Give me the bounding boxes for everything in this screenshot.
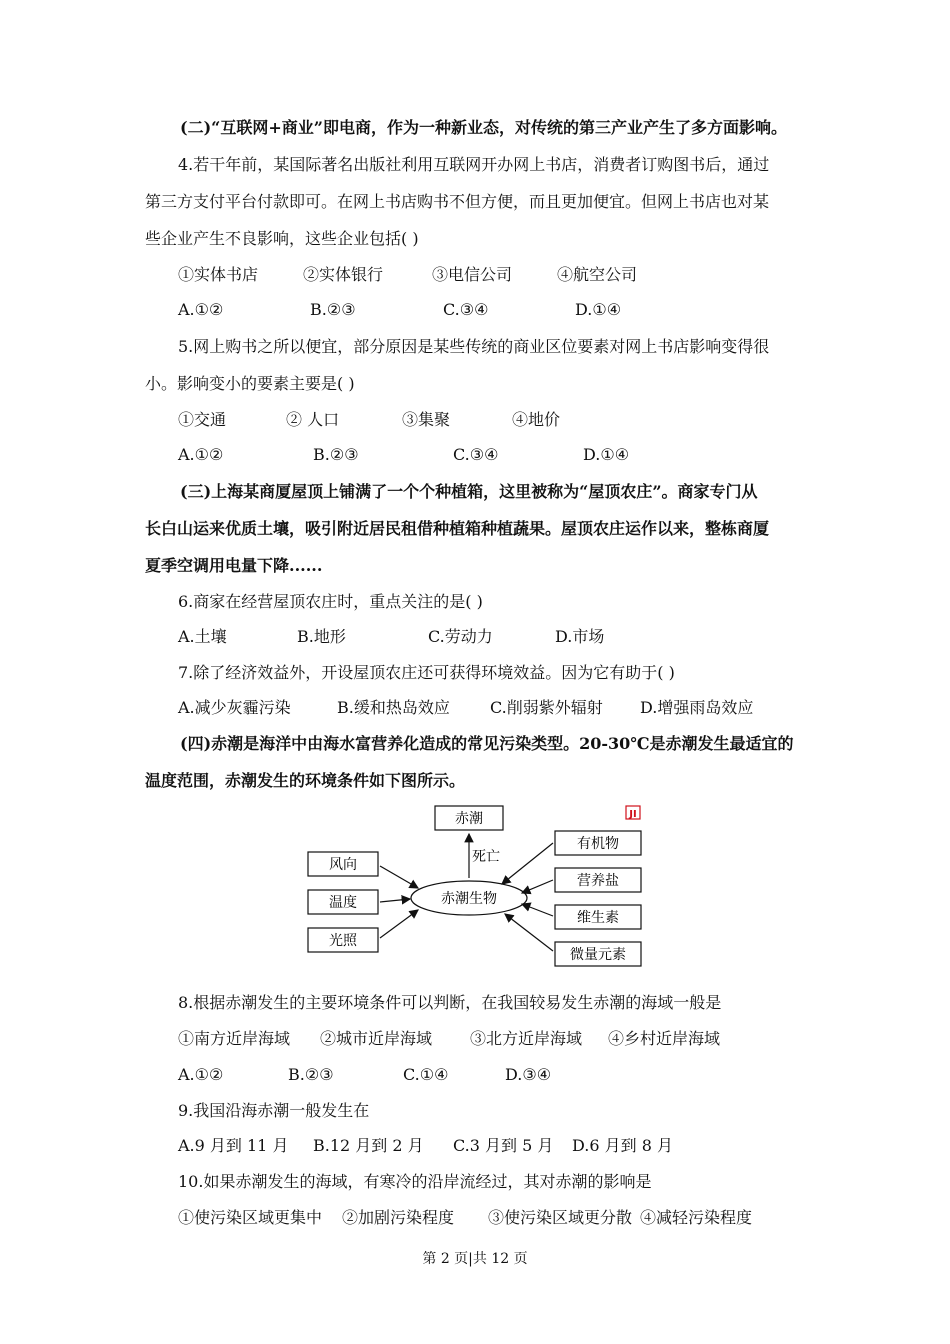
q4-option-d: D.①④ (575, 300, 622, 319)
arrow (380, 910, 418, 938)
diagram-label-nutrients: 营养盐 (577, 873, 619, 889)
q5-item: ② 人口 (286, 410, 340, 429)
diagram-label-temperature: 温度 (329, 895, 357, 911)
q8-stem: 8.根据赤潮发生的主要环境条件可以判断，在我国较易发生赤潮的海域一般是 (178, 993, 722, 1012)
arrow (522, 904, 553, 916)
q8-option-c: C.①④ (403, 1065, 449, 1084)
section-heading-4-line1: (四)赤潮是海洋中由海水富营养化造成的常见污染类型。20-30℃是赤潮发生最适宜的 (180, 734, 794, 753)
q6-option-d: D.市场 (555, 627, 605, 646)
q5-option-a: A.①② (178, 445, 224, 464)
q6-stem: 6.商家在经营屋顶农庄时，重点关注的是( ) (178, 592, 483, 611)
q4-option-c: C.③④ (443, 300, 489, 319)
q8-option-b: B.②③ (288, 1065, 334, 1084)
q6-option-a: A.土壤 (178, 627, 227, 646)
arrow (522, 880, 553, 893)
q7-stem: 7.除了经济效益外，开设屋顶农庄还可获得环境效益。因为它有助于( ) (178, 663, 675, 682)
arrow (505, 914, 553, 951)
q7-option-d: D.增强雨岛效应 (640, 698, 754, 717)
q7-option-c: C.削弱紫外辐射 (490, 698, 603, 717)
q4-stem-line1: 4.若干年前，某国际著名出版社利用互联网开办网上书店，消费者订购图书后，通过 (178, 155, 770, 174)
q8-item: ②城市近岸海域 (320, 1029, 433, 1048)
q4-item: ③电信公司 (432, 265, 513, 284)
q9-stem: 9.我国沿海赤潮一般发生在 (178, 1101, 370, 1120)
q4-stem-line3: 些企业产生不良影响，这些企业包括( ) (145, 229, 419, 248)
page-footer: 第 2 页|共 12 页 (422, 1251, 528, 1267)
q8-option-a: A.①② (178, 1065, 224, 1084)
diagram-edge-label: 死亡 (472, 849, 500, 865)
diagram-label-vitamins: 维生素 (577, 910, 619, 926)
q10-item: ②加剧污染程度 (342, 1208, 455, 1227)
arrow (380, 866, 418, 888)
q10-item: ④减轻污染程度 (640, 1208, 753, 1227)
q8-item: ①南方近岸海域 (178, 1029, 291, 1048)
diagram-label-red-tide: 赤潮 (455, 811, 483, 827)
q8-item: ③北方近岸海域 (470, 1029, 583, 1048)
diagram-label-trace-elements: 微量元素 (570, 947, 626, 963)
q4-item: ④航空公司 (557, 265, 638, 284)
section-heading-3-line1: (三)上海某商厦屋顶上铺满了一个个种植箱，这里被称为“屋顶农庄”。商家专门从 (180, 482, 758, 501)
section-heading-3-line3: 夏季空调用电量下降...... (145, 556, 323, 575)
q5-item: ③集聚 (402, 410, 451, 429)
q4-item: ①实体书店 (178, 265, 259, 284)
q5-stem-line1: 5.网上购书之所以便宜，部分原因是某些传统的商业区位要素对网上书店影响变得很 (178, 337, 770, 356)
section-heading-3-line2: 长白山运来优质土壤，吸引附近居民租借种植箱种植蔬果。屋顶农庄运作以来，整栋商厦 (145, 519, 770, 538)
section-heading-4-line2: 温度范围，赤潮发生的环境条件如下图所示。 (145, 771, 466, 790)
q5-option-b: B.②③ (313, 445, 359, 464)
q9-option-c: C.3 月到 5 月 (453, 1136, 554, 1155)
diagram-label-organics: 有机物 (577, 836, 619, 852)
q9-option-a: A.9 月到 11 月 (178, 1136, 289, 1155)
q10-item: ①使污染区域更集中 (178, 1208, 323, 1227)
q5-option-c: C.③④ (453, 445, 499, 464)
q4-option-a: A.①② (178, 300, 224, 319)
q9-option-d: D.6 月到 8 月 (572, 1136, 673, 1155)
stamp-text: JI (629, 809, 637, 820)
q7-option-a: A.减少灰霾污染 (178, 698, 291, 717)
section-heading-2: (二)“互联网+商业”即电商，作为一种新业态，对传统的第三产业产生了多方面影响。 (180, 118, 787, 137)
q9-option-b: B.12 月到 2 月 (313, 1136, 424, 1155)
q5-option-d: D.①④ (583, 445, 630, 464)
diagram-center-label: 赤潮生物 (441, 891, 497, 907)
q10-stem: 10.如果赤潮发生的海域，有寒冷的沿岸流经过，其对赤潮的影响是 (178, 1172, 652, 1191)
q7-option-b: B.缓和热岛效应 (337, 698, 450, 717)
q6-option-c: C.劳动力 (428, 627, 493, 646)
q4-stem-line2: 第三方支付平台付款即可。在网上书店购书不但方便，而且更加便宜。但网上书店也对某 (145, 192, 770, 211)
q5-item: ④地价 (512, 410, 561, 429)
arrow (502, 843, 553, 884)
red-tide-diagram (300, 798, 660, 973)
q10-item: ③使污染区域更分散 (488, 1208, 633, 1227)
q5-item: ①交通 (178, 410, 227, 429)
q4-item: ②实体银行 (303, 265, 384, 284)
q8-option-d: D.③④ (505, 1065, 552, 1084)
q6-option-b: B.地形 (297, 627, 346, 646)
diagram-label-light: 光照 (329, 933, 357, 949)
q5-stem-line2: 小。影响变小的要素主要是( ) (145, 374, 355, 393)
diagram-label-wind: 风向 (329, 857, 357, 873)
q8-item: ④乡村近岸海域 (608, 1029, 721, 1048)
arrow (380, 899, 410, 902)
q4-option-b: B.②③ (310, 300, 356, 319)
